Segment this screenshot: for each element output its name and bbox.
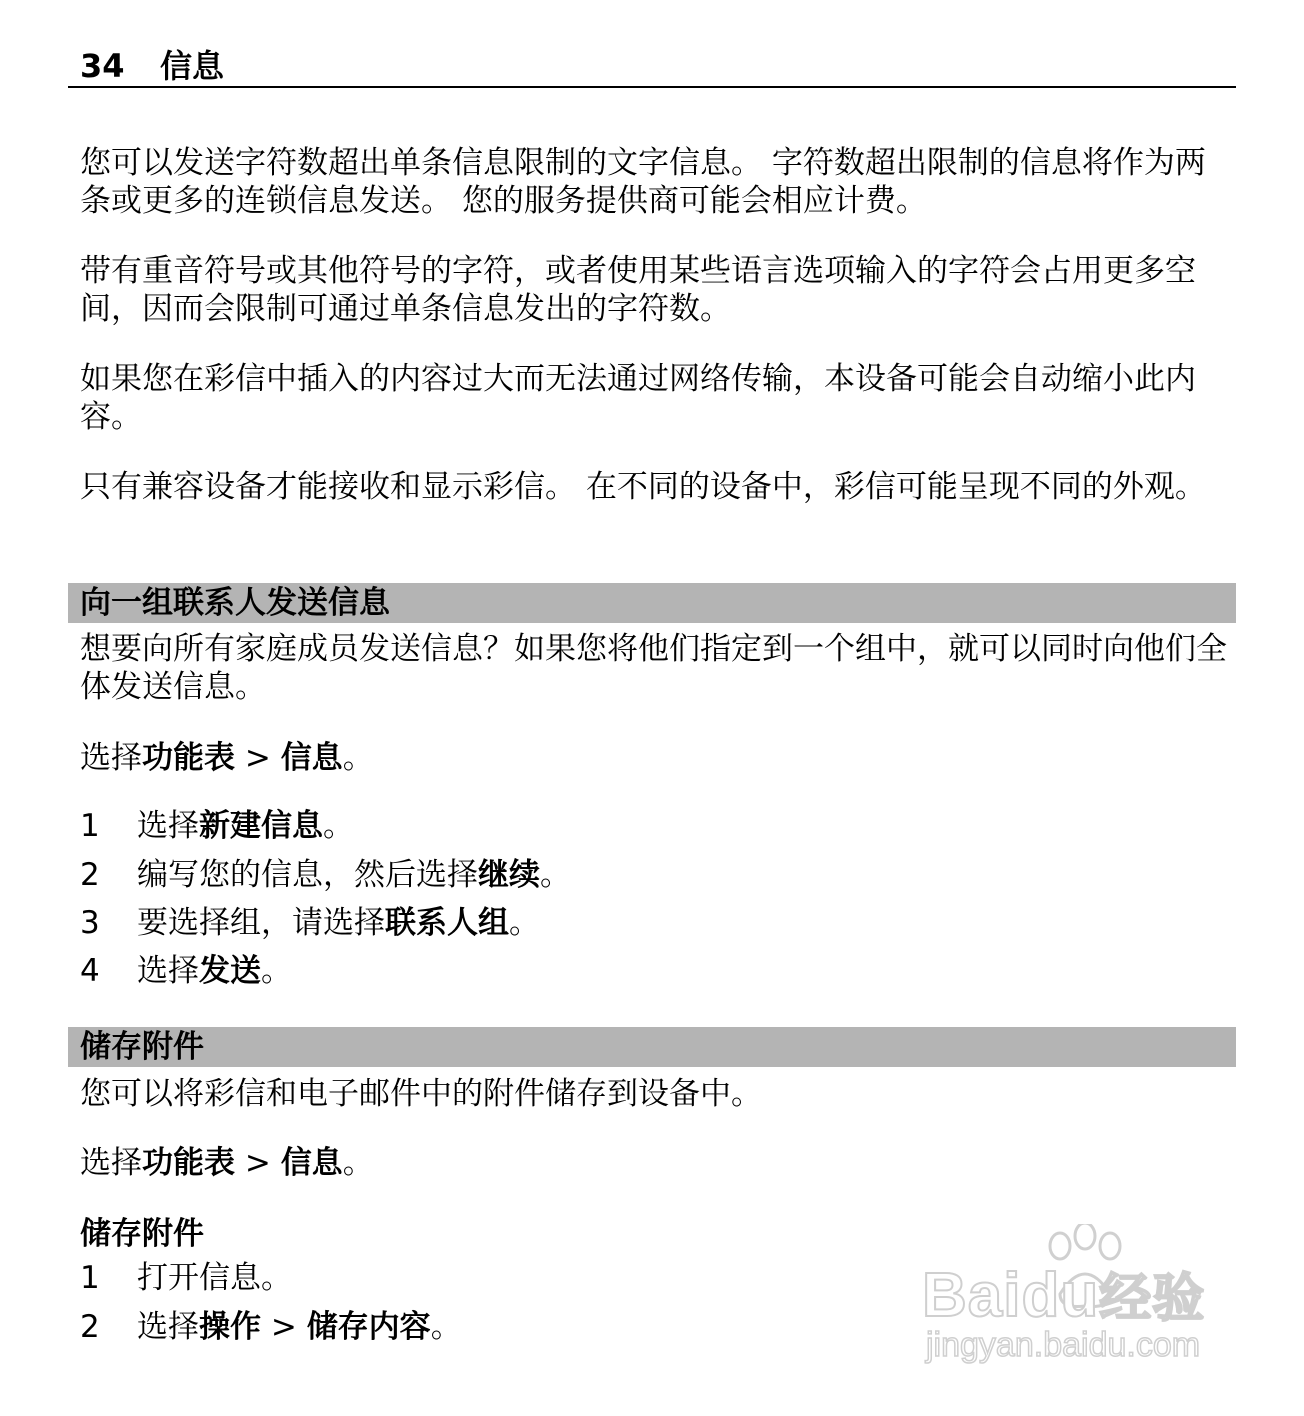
step-number: 3 [80, 905, 100, 941]
path-end: 。 [342, 1145, 374, 1181]
path-separator: > [235, 740, 281, 776]
watermark-brand-cn: 经验 [1099, 1270, 1206, 1328]
section-heading-save-attachments: 储存附件 [68, 1027, 1236, 1067]
step-end: 。 [430, 1309, 462, 1345]
step-number: 4 [80, 953, 100, 989]
step-text: 打开信息 [137, 1260, 261, 1296]
step-option: 新建信息 [199, 808, 323, 844]
step-separator: > [261, 1309, 307, 1345]
group-step-4 [80, 951, 1230, 991]
step-text: 选择 [137, 953, 199, 989]
group-step-1 [80, 806, 1230, 846]
intro-paragraph-2: 带有重音符号或其他符号的字符，或者使用某些语言选项输入的字符会占用更多空间，因而会限制可通过单条信息发出的字符数。 [80, 253, 1196, 327]
step-number: 2 [80, 857, 100, 893]
watermark-brand-latin: Baidu [922, 1261, 1100, 1330]
path-separator: > [235, 1145, 281, 1181]
attachments-subheading: 储存附件 [80, 1216, 204, 1252]
step-number: 1 [80, 808, 100, 844]
step-text: 编写您的信息，然后选择 [137, 857, 478, 893]
intro-paragraph-3: 如果您在彩信中插入的内容过大而无法通过网络传输，本设备可能会自动缩小此内容。 [80, 361, 1196, 435]
step-number: 1 [80, 1260, 100, 1296]
step-end: 。 [261, 1260, 292, 1296]
step-number: 2 [80, 1309, 100, 1345]
step-option: 继续 [478, 857, 540, 893]
group-send-intro: 想要向所有家庭成员发送信息？如果您将他们指定到一个组中，就可以同时向他们全体发送信息。 [80, 631, 1227, 705]
step-end: 。 [540, 857, 571, 893]
section-heading-group-send: 向一组联系人发送信息 [68, 583, 1236, 623]
path-item-menu: 功能表 [142, 1145, 235, 1181]
step-text: 要选择组，请选择 [137, 905, 385, 941]
attachments-intro: 您可以将彩信和电子邮件中的附件储存到设备中。 [80, 1076, 762, 1112]
group-send-menu-path [80, 738, 1230, 778]
page-header [68, 44, 1236, 88]
page-number: 34 [80, 47, 125, 85]
group-step-3 [80, 903, 1230, 943]
baidu-jingyan-watermark [922, 1228, 1232, 1378]
attachments-menu-path [80, 1143, 1230, 1183]
step-option-2: 储存内容 [306, 1309, 431, 1345]
intro-paragraph-1: 您可以发送字符数超出单条信息限制的文字信息。 字符数超出限制的信息将作为两条或更多的连锁信息发送。 您的服务提供商可能会相应计费。 [80, 145, 1206, 219]
step-end: 。 [323, 808, 354, 844]
step-text: 选择 [137, 808, 199, 844]
path-item-messages: 信息 [280, 740, 343, 776]
step-option: 操作 [199, 1309, 261, 1345]
path-item-menu: 功能表 [142, 740, 235, 776]
intro-paragraph-4: 只有兼容设备才能接收和显示彩信。 在不同的设备中，彩信可能呈现不同的外观。 [80, 469, 1206, 505]
step-end: 。 [261, 953, 292, 989]
page-section-title: 信息 [160, 47, 225, 85]
watermark-url: jingyan.baidu.com [926, 1326, 1201, 1364]
step-option: 联系人组 [385, 905, 509, 941]
watermark-brand [922, 1256, 1205, 1331]
path-prefix: 选择 [80, 1145, 142, 1181]
group-step-2 [80, 855, 1230, 895]
path-end: 。 [342, 740, 374, 776]
step-text: 选择 [137, 1309, 199, 1345]
path-item-messages: 信息 [280, 1145, 343, 1181]
step-end: 。 [509, 905, 540, 941]
path-prefix: 选择 [80, 740, 142, 776]
step-option: 发送 [199, 953, 261, 989]
